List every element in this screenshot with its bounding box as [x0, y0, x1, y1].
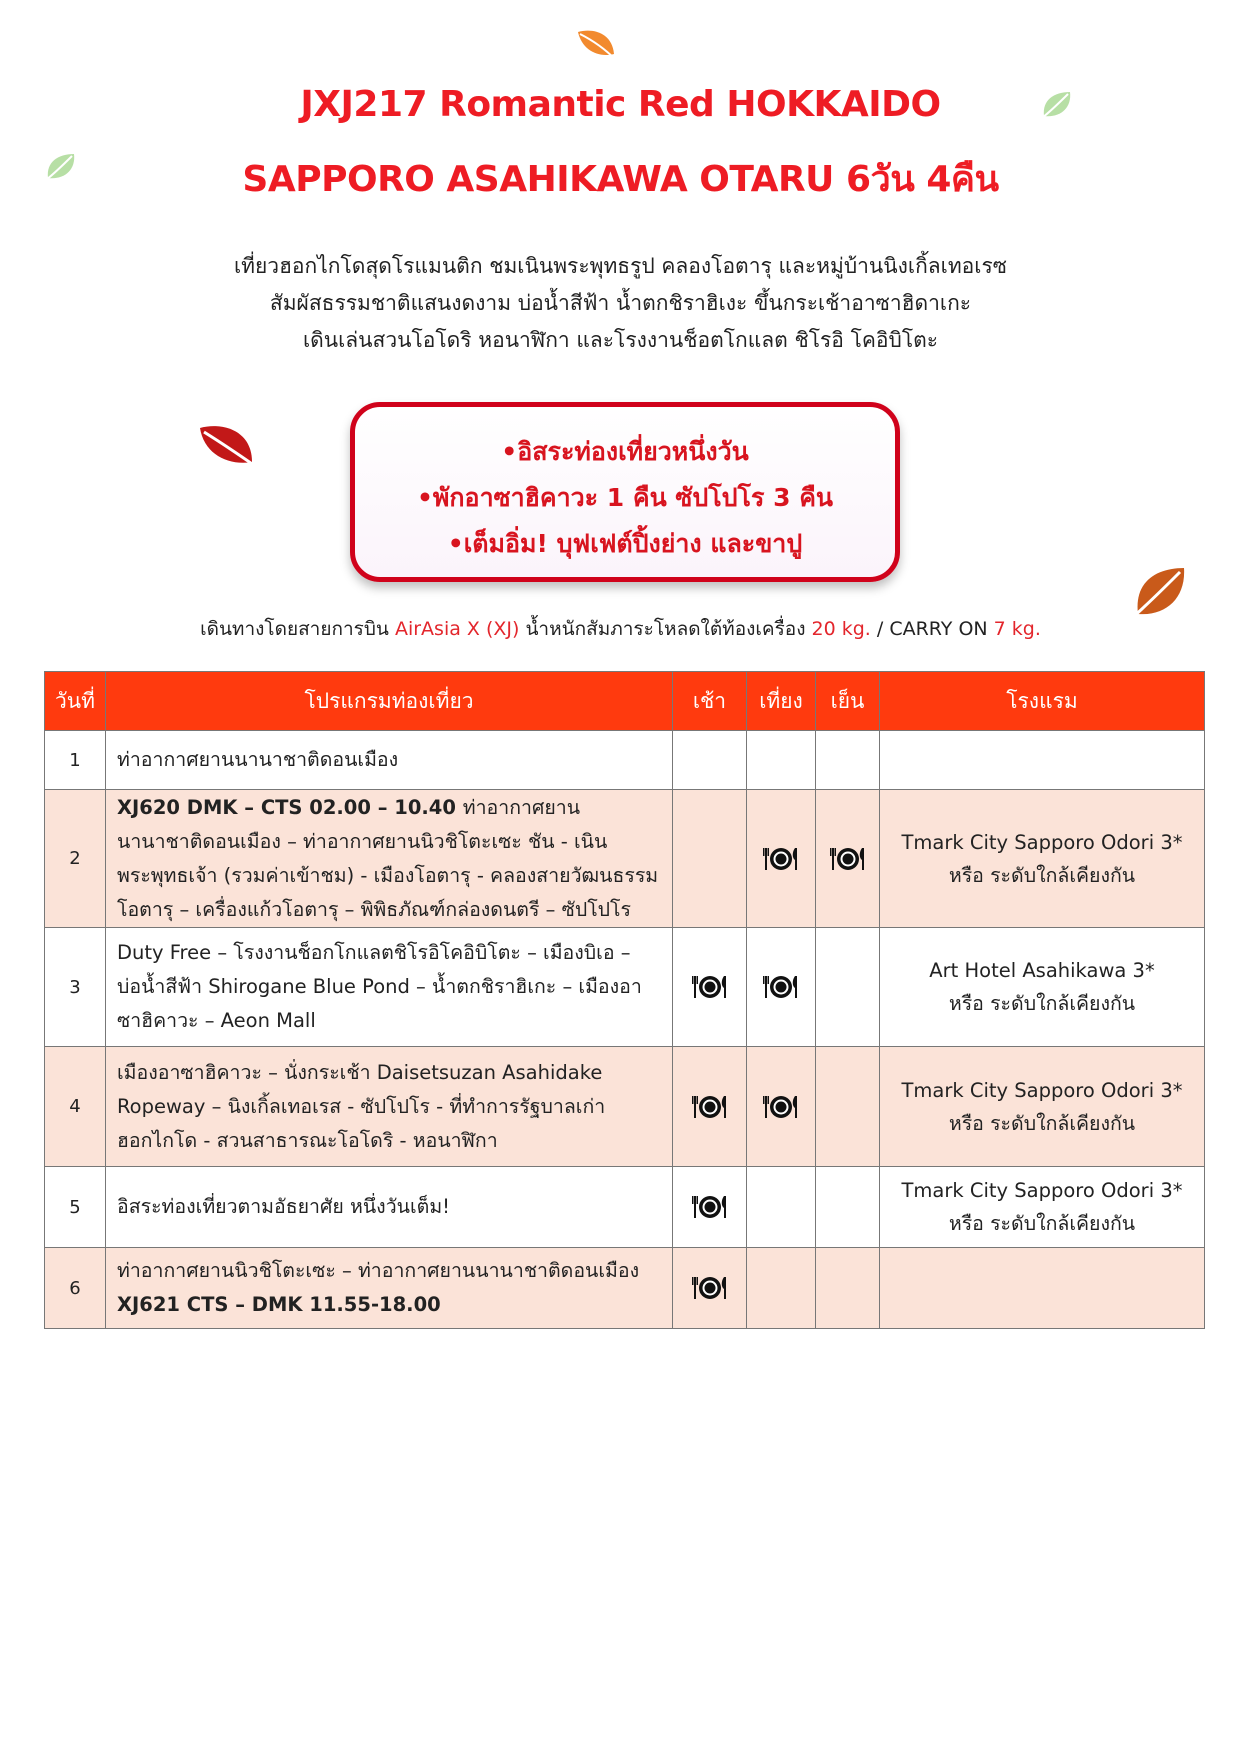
tour-description — [0, 248, 1241, 359]
table-header-row — [45, 672, 1205, 731]
description-line: เที่ยวฮอกไกโดสุดโรแมนติก ชมเนินพระพุทธรูป คลองโอตารุ และหมู่บ้านนิงเกิ้ลเทอเรซ — [233, 254, 1008, 278]
leaf-icon-brown — [1130, 566, 1188, 620]
breakfast-cell — [673, 1047, 747, 1167]
dinner-cell — [816, 731, 880, 790]
dinner-cell — [816, 1248, 880, 1329]
hotel-name: Tmark City Sapporo Odori 3* — [901, 1179, 1183, 1202]
day-number: 1 — [45, 731, 106, 790]
program-text: ท่าอากาศยานนานาชาติดอนเมือง – ท่าอากาศยานนิวชิโตะเซะ ชัน - เนินพระพุทธเจ้า (รวมค่าเข้าชม) - เมืองโอตารุ - คลองสายวัฒนธรรมโอตารุ – เครื่องแก้วโอตารุ – พิพิธภัณฑ์กล่องดนตรี – ซัปโปโร — [117, 795, 659, 921]
program-cell — [106, 790, 673, 928]
program-cell — [106, 1167, 673, 1248]
header-dinner: เย็น — [816, 672, 880, 731]
flight-number: XJ620 DMK – CTS 02.00 – 10.40 — [117, 795, 463, 819]
table-row — [45, 1047, 1205, 1167]
dinner-cell — [816, 928, 880, 1047]
table-row — [45, 790, 1205, 928]
carry-on-weight: 7 kg. — [993, 618, 1041, 640]
hotel-name: Tmark City Sapporo Odori 3* — [901, 1078, 1183, 1102]
table-row — [45, 1248, 1205, 1329]
lunch-cell — [747, 731, 816, 790]
day-number: 4 — [45, 1047, 106, 1167]
day-number: 6 — [45, 1248, 106, 1329]
day-number: 2 — [45, 790, 106, 928]
leaf-icon-red — [198, 424, 260, 470]
program-cell — [106, 731, 673, 790]
program-text: Duty Free – โรงงานช็อกโกแลตชิโรอิโคอิบิโตะ – เมืองบิเอ – บ่อน้ำสีฟ้า Shirogane Blue Pond – น้ำตกชิราฮิเกะ – เมืองอาซาฮิคาวะ – Aeon Mall — [117, 941, 642, 1032]
header-lunch: เที่ยง — [747, 672, 816, 731]
lunch-cell — [747, 1248, 816, 1329]
meal-icon — [761, 972, 801, 1002]
breakfast-cell — [673, 1248, 747, 1329]
table-row — [45, 731, 1205, 790]
day-number: 3 — [45, 928, 106, 1047]
leaf-icon-orange — [576, 28, 618, 62]
lunch-cell — [747, 1047, 816, 1167]
hotel-cell — [880, 1047, 1205, 1167]
header-hotel: โรงแรม — [880, 672, 1205, 731]
highlight-box — [350, 402, 900, 582]
meal-icon — [761, 844, 801, 874]
flight-number: XJ621 CTS – DMK 11.55-18.00 — [117, 1293, 441, 1316]
hotel-cell — [880, 1167, 1205, 1248]
lunch-cell — [747, 790, 816, 928]
lunch-cell — [747, 1167, 816, 1248]
page-title-line-1: JXJ217 Romantic Red HOKKAIDO — [300, 84, 941, 125]
meal-icon — [690, 1273, 730, 1303]
hotel-cell — [880, 1248, 1205, 1329]
hotel-note: หรือ ระดับใกล้เคียงกัน — [948, 1212, 1136, 1235]
hotel-note: หรือ ระดับใกล้เคียงกัน — [948, 863, 1136, 887]
day-number: 5 — [45, 1167, 106, 1248]
hotel-cell — [880, 790, 1205, 928]
airline-name: AirAsia X (XJ) — [394, 618, 520, 640]
checked-baggage-weight: 20 kg. — [811, 618, 871, 640]
program-text: ท่าอากาศยานนิวชิโตะเซะ – ท่าอากาศยานนานาชาติดอนเมือง — [117, 1259, 640, 1282]
flight-prefix: เดินทางโดยสายการบิน — [200, 618, 395, 640]
page-title-line-2: SAPPORO ASAHIKAWA OTARU 6วัน 4คืน — [242, 159, 999, 200]
breakfast-cell — [673, 1167, 747, 1248]
header-breakfast: เช้า — [673, 672, 747, 731]
dinner-cell — [816, 790, 880, 928]
breakfast-cell — [673, 790, 747, 928]
dinner-cell — [816, 1047, 880, 1167]
highlight-item: •พักอาซาฮิคาวะ 1 คืน ซัปโปโร 3 คืน — [416, 483, 834, 512]
program-text: ท่าอากาศยานนานาชาติดอนเมือง — [117, 748, 399, 771]
table-row — [45, 1167, 1205, 1248]
hotel-cell — [880, 731, 1205, 790]
flight-info — [0, 614, 1241, 644]
header-program: โปรแกรมท่องเที่ยว — [106, 672, 673, 731]
baggage-label: น้ำหนักสัมภาระโหลดใต้ท้องเครื่อง — [519, 618, 812, 640]
hotel-note: หรือ ระดับใกล้เคียงกัน — [948, 992, 1136, 1015]
breakfast-cell — [673, 731, 747, 790]
program-cell — [106, 928, 673, 1047]
itinerary-table — [44, 671, 1205, 1329]
hotel-note: หรือ ระดับใกล้เคียงกัน — [948, 1111, 1136, 1135]
hotel-name: Art Hotel Asahikawa 3* — [929, 959, 1155, 982]
carry-on-label: / CARRY ON — [870, 618, 994, 640]
meal-icon — [828, 844, 868, 874]
highlight-item: •เต็มอิ่ม! บุฟเฟต์ปิ้งย่าง และขาปู — [447, 529, 803, 558]
hotel-cell — [880, 928, 1205, 1047]
program-text: อิสระท่องเที่ยวตามอัธยาศัย หนึ่งวันเต็ม! — [117, 1195, 450, 1218]
program-cell — [106, 1248, 673, 1329]
meal-icon — [761, 1092, 801, 1122]
description-line: สัมผัสธรรมชาติแสนงดงาม บ่อน้ำสีฟ้า น้ำตกชิราฮิเงะ ขึ้นกระเช้าอาซาฮิดาเกะ — [269, 291, 972, 315]
lunch-cell — [747, 928, 816, 1047]
dinner-cell — [816, 1167, 880, 1248]
table-row — [45, 928, 1205, 1047]
breakfast-cell — [673, 928, 747, 1047]
meal-icon — [690, 1092, 730, 1122]
highlight-item: •อิสระท่องเที่ยวหนึ่งวัน — [501, 437, 749, 466]
meal-icon — [690, 1192, 730, 1222]
header-day: วันที่ — [45, 672, 106, 731]
description-line: เดินเล่นสวนโอโดริ หอนาฬิกา และโรงงานช็อตโกแลต ชิโรอิ โคอิบิโตะ — [302, 328, 939, 352]
hotel-name: Tmark City Sapporo Odori 3* — [901, 830, 1183, 854]
program-cell — [106, 1047, 673, 1167]
program-text: เมืองอาซาฮิคาวะ – นั่งกระเช้า Daisetsuzan Asahidake Ropeway – นิงเกิ้ลเทอเรส - ซัปโปโร - ที่ทำการรัฐบาลเก่าฮอกไกโด - สวนสาธารณะโอโดริ - หอนาฬิกา — [117, 1060, 606, 1152]
meal-icon — [690, 972, 730, 1002]
